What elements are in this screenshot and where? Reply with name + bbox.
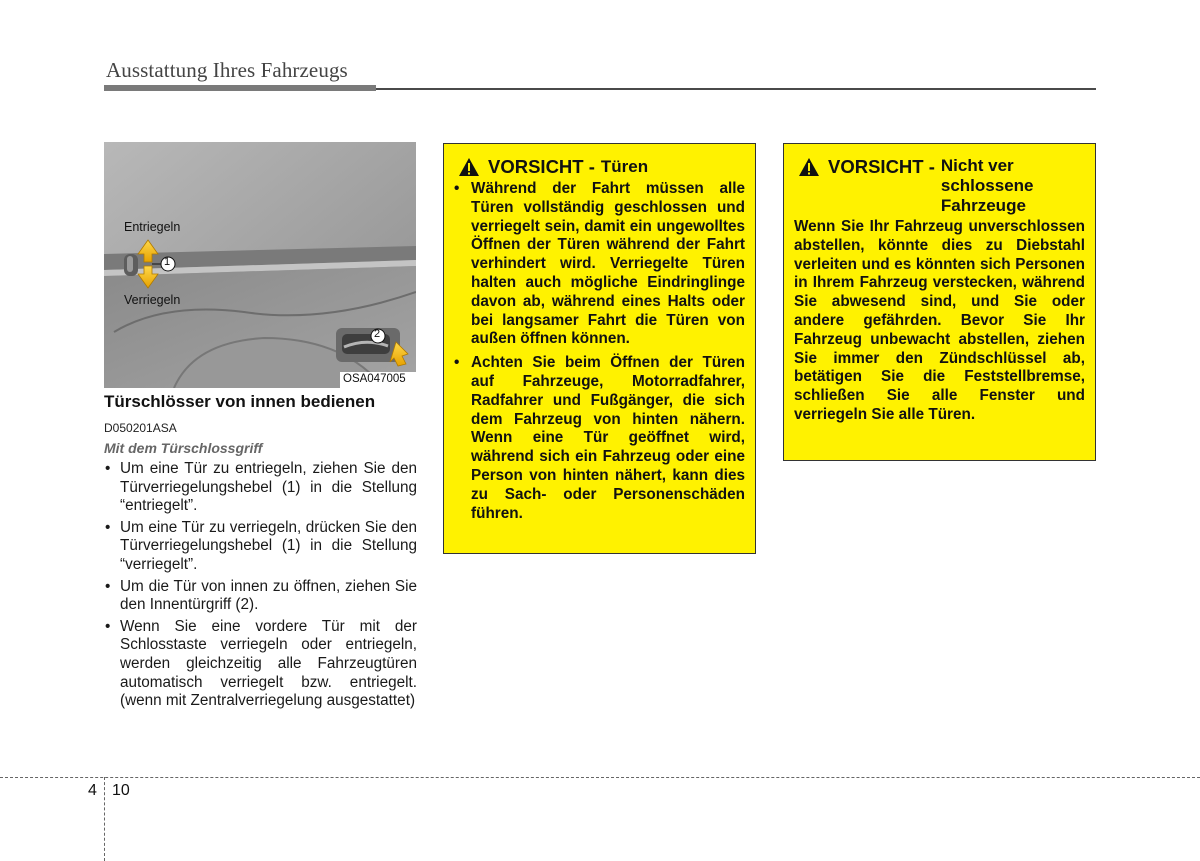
header-rule-thin <box>376 88 1096 90</box>
page-number: 10 <box>112 782 130 799</box>
section-header-title: Ausstattung Ihres Fahrzeugs <box>106 58 348 82</box>
warning-triangle-icon <box>458 157 480 177</box>
warning-box-unlocked-vehicles <box>783 143 1096 461</box>
document-code: D050201ASA <box>104 421 177 435</box>
warning-title <box>454 156 745 178</box>
list-item: • Wenn Sie eine vordere Tür mit der Schlosstaste verriegeln oder entriegeln, werden gleichzeitig alle Fahrzeugtüren automatisch verriegelt bzw. entriegelt. (wenn mit Zentralverriegelung ausgestattet) <box>105 617 417 710</box>
warning-triangle-icon <box>798 157 820 177</box>
instruction-list <box>104 460 417 711</box>
warning-title-main: VORSICHT - <box>828 156 935 177</box>
warning-box-doors <box>443 143 756 554</box>
warning-body: Wenn Sie Ihr Fahrzeug unverschlossen abstellen, könnte dies zu Diebstahl verleiten und es könnten sich Personen in Ihrem Fahrzeug verstecken, während Sie abwesend sind, und Sie oder andere gefährden. Bevor Sie Ihr Fahrzeug unbewacht abstellen, ziehen Sie immer den Zündschlüssel ab, betätigen Sie die Feststellbremse, schließen Sie alle Fenster und verriegeln Sie alle Türen. <box>794 218 1085 423</box>
figure-code: OSA047005 <box>343 373 406 385</box>
list-item: • Während der Fahrt müssen alle Türen vollständig geschlossen und verriegelt sein, damit ein ungewolltes Öffnen der Türen während der Fahrt verhindert wird. Verriegelte Türen halten auch mögliche Eindringlinge davon ab, während eines Halts oder bei langsamer Fahrt die Türen von außen öffnen können. <box>454 180 745 348</box>
list-item: • Um eine Tür zu entriegeln, ziehen Sie den Türverriegelungshebel (1) in die Stellung “entriegelt”. <box>105 460 417 515</box>
list-item: • Um die Tür von innen zu öffnen, ziehen Sie den Innentürgriff (2). <box>105 577 417 614</box>
footer-dashed-rule <box>0 777 1200 778</box>
door-lock-illustration <box>104 142 416 388</box>
door-panel-drawing <box>104 142 416 388</box>
warning-title-sub: Nicht ver schlossene Fahrzeuge <box>940 156 1034 215</box>
warning-list <box>454 180 745 523</box>
footer-vertical-rule <box>104 777 105 861</box>
chapter-number: 4 <box>88 782 97 799</box>
callout-2: 2 <box>374 328 381 340</box>
warning-title-sub: Türen <box>600 157 649 176</box>
list-item: • Achten Sie beim Öffnen der Türen auf Fahrzeuge, Motorradfahrer, Radfahrer und Fußgänger, die sich dem Fahrzeug von hinten nähern. Wenn eine Tür geöffnet wird, während sich ein Fahrzeug oder eine Person von hinten nähert, kann dies zu Sach- oder Personenschäden führen. <box>454 354 745 522</box>
header-rule-thick <box>104 85 376 91</box>
warning-title-main: VORSICHT - <box>488 156 595 177</box>
left-column <box>104 392 417 714</box>
subheading: Mit dem Türschlossgriff <box>104 440 263 456</box>
unlock-label: Entriegeln <box>124 220 181 234</box>
section-heading: Türschlösser von innen bedienen <box>104 392 376 411</box>
lock-label: Verriegeln <box>124 293 181 307</box>
list-item: • Um eine Tür zu verriegeln, drücken Sie den Türverriegelungshebel (1) in die Stellung “verriegelt”. <box>105 518 417 573</box>
callout-1: 1 <box>164 256 171 268</box>
warning-title <box>794 156 1085 216</box>
